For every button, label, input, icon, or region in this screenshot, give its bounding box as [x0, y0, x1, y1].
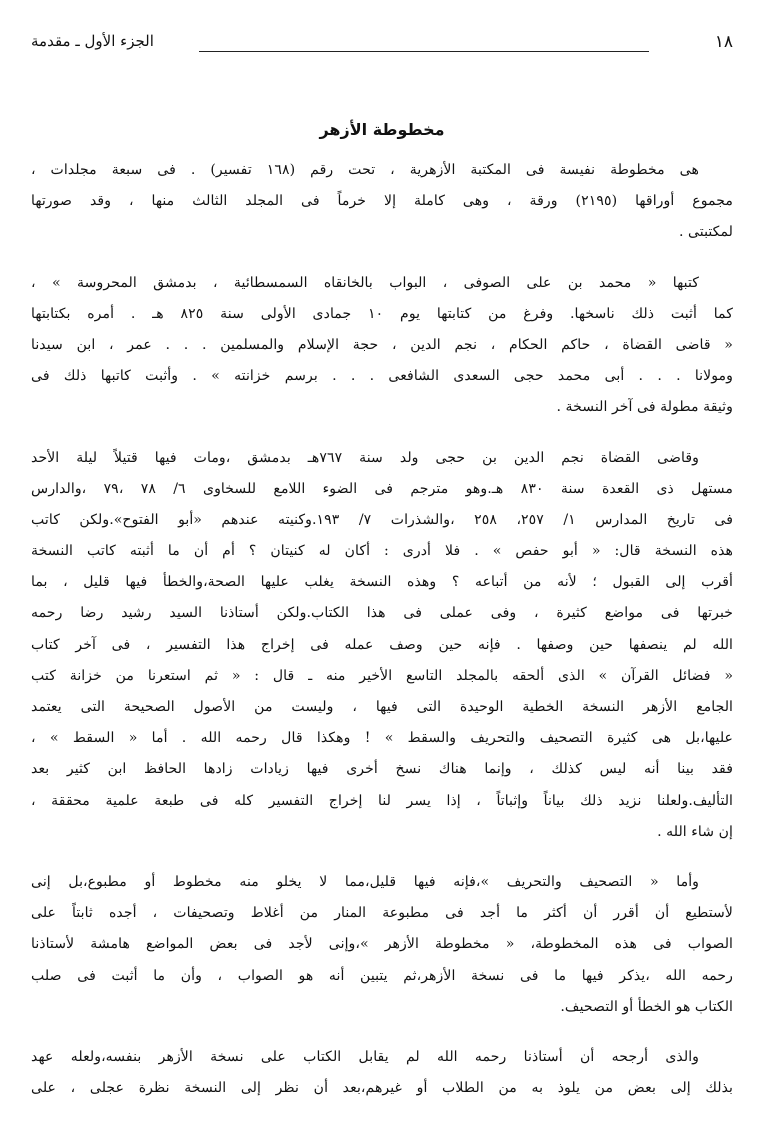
text-line: الله لم ينصفها حين وصفها . فإنه حين وصف عمله فى إخراج هذا التفسير ، فى آخر كتاب — [31, 636, 733, 653]
text-line: وأما « التصحيف والتحريف »،فإنه فيها قليل،مما لا يخلو منه مخطوط أو مطبوع،بل إنى — [31, 873, 699, 890]
text-line: بذلك إلى بعض من يلوذ به من الطلاب أو غيرهم،بعد أن نظر إلى النسخة نظرة عجلى ، على — [31, 1080, 733, 1097]
text-line: فى تاريخ المدارس ١/ ٢٥٧، ٢٥٨ ،والشذرات ٧/ ١٩٣.وكنيته عندهم «أبو الفتوح».ولكن كاتب — [31, 511, 733, 528]
text-line: ومولانا . . . أبى محمد حجى السعدى الشافعى . . . برسم خزانته » . وأثبت كاتبها ذلك فى — [31, 368, 733, 385]
text-line: لأستطيع أن أقرر أن أكثر ما أجد فى مطبوعة المنار من أغلاط وتصحيفات ، أجده ثابتاً على — [31, 905, 733, 922]
text-line: رحمه الله ،يذكر فيها ما فى نسخة الأزهر،ثم يتبين أنه هو الصواب ، وأن ما أثبت فى صلب — [31, 967, 733, 984]
text-line: أقرب إلى القبول ؛ لأنه من أتباعه ؟ وهذه النسخة يغلب عليها الصحة،والخطأ فيها قليل ، بما — [31, 574, 733, 591]
text-line: الجامع الأزهر النسخة الخطية الوحيدة التى فيها ، وليست من الأصول الصحيحة التى يعتمد — [31, 699, 733, 715]
text-line: التأليف.ولعلنا نزيد ذلك بياناً وإثباتاً ، إذا يسر لنا إخراج التفسير كله فى طبعة علمية محققة ، — [31, 792, 733, 809]
text-line: الصواب فى هذه المخطوطة، « مخطوطة الأزهر »،وإنى لأجد فى بعض المواضع هامشة لأستاذنا — [31, 936, 733, 953]
text-line: عليها،بل هى كثيرة التصحيف والتحريف والسقط » ! وهكذا قال رحمه الله . أما « السقط » ، — [31, 730, 733, 747]
running-header — [31, 28, 733, 58]
text-line: هذه النسخة قال: « أبو حفص » . فلا أدرى : أكان له كنيتان ؟ أم أن ما أثبته كاتب النسخة — [31, 543, 733, 560]
book-page — [31, 28, 733, 1123]
text-line: لمكتبتى . — [678, 224, 733, 241]
text-line: كتبها « محمد بن على الصوفى ، البواب بالخانقاه السمسطائية ، بدمشق المحروسة » ، — [31, 274, 699, 291]
page-number: ١٨ — [714, 32, 733, 52]
text-line: كما أثبت ذلك ناسخها. وفرغ من كتابتها يوم ١٠ جمادى الأولى سنة ٨٢٥ هـ . أمره بكتابتها — [31, 305, 733, 322]
text-line: إن شاء الله . — [657, 823, 733, 840]
text-line: وثيقة مطولة فى آخر النسخة . — [556, 399, 733, 416]
paragraph — [31, 1042, 733, 1104]
text-line: « فضائل القرآن » الذى ألحقه بالمجلد التاسع الأخير منه ـ قال : « ثم استعرنا من خزانة كتب — [31, 667, 733, 684]
paragraph — [31, 155, 733, 249]
text-line: والذى أرجحه أن أستاذنا رحمه الله لم يقابل الكتاب على نسخة الأزهر بنفسه،ولعله عهد — [31, 1048, 699, 1065]
text-line: فقد بينا أنه ليس كذلك ، وإنما هناك نسخ أخرى فيها زيادات زادها الحافظ ابن كثير بعد — [31, 761, 733, 778]
paragraph — [31, 443, 733, 848]
text-line: هى مخطوطة نفيسة فى المكتبة الأزهرية ، تحت رقم (١٦٨ تفسير) . فى سبعة مجلدات ، — [31, 162, 699, 178]
text-line: خبرتها فى مواضع كثيرة ، وفى عملى فى هذا الكتاب.ولكن أستاذنا السيد رشيد رضا رحمه — [31, 605, 733, 622]
text-line: مجموع أوراقها (٢١٩٥) ورقة ، وهى كاملة إلا خرماً فى المجلد الثالث منها ، وقد صورتها — [31, 193, 733, 210]
text-line: وقاضى القضاة نجم الدين بن حجى ولد سنة ٧٦٧هـ بدمشق ،ومات فيها قتيلاً ليلة الأحد — [31, 449, 699, 466]
paragraph — [31, 867, 733, 1023]
paragraph — [31, 268, 733, 424]
section-title: مخطوطة الأزهر — [319, 120, 445, 139]
text-line: مستهل ذى القعدة سنة ٨٣٠ هـ.وهو مترجم فى الضوء اللامع للسخاوى ٦/ ٧٨ ،٧٩ ،والدارس — [31, 480, 733, 497]
text-line: الكتاب هو الخطأ أو التصحيف. — [560, 998, 733, 1015]
header-rule — [199, 51, 649, 52]
text-line: « قاضى القضاة ، حاكم الحكام ، نجم الدين ، حجة الإسلام والمسلمين . . . عمر ، ابن سيدنا — [31, 336, 733, 353]
running-title: الجزء الأول ـ مقدمة — [31, 32, 154, 50]
